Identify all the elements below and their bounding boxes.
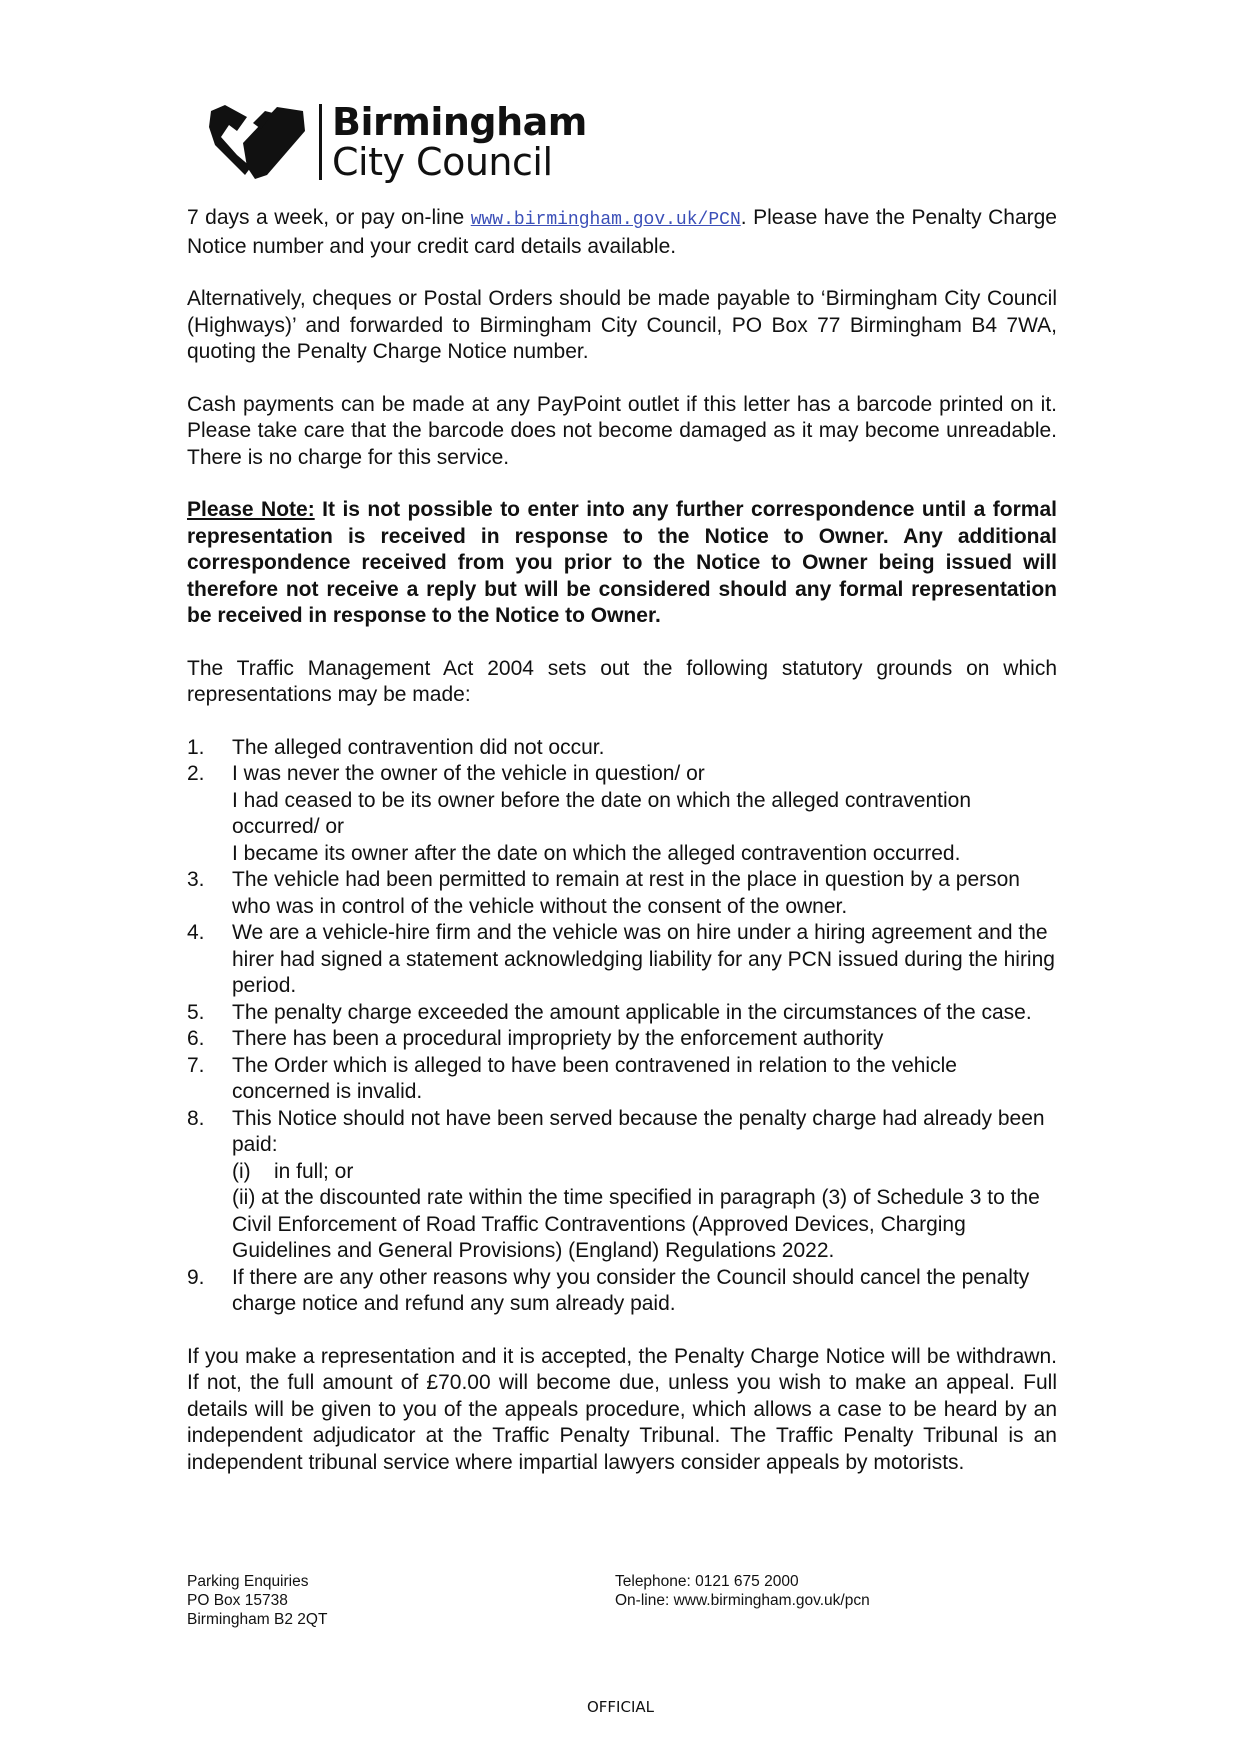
closing-paragraph: If you make a representation and it is accepted, the Penalty Charge Notice will be withdrawn. If not, the full amount of £70.00 will become due, unless you wish to make an appeal. Full details will be given to you of the appeals procedure, which allows a case to be heard by an independent adjudicator at the Traffic Penalty Tribunal. The Traffic Penalty Tribunal is an independent tribunal service where impartial lawyers consider appeals by motorists.	[187, 1344, 1057, 1474]
footer-address: Parking Enquiries PO Box 15738 Birmingham B2 2QT	[187, 1573, 328, 1628]
list-item: 1. The alleged contravention did not occur.	[187, 735, 605, 759]
statutory-grounds-list	[187, 735, 1057, 1318]
list-item: 9. If there are any other reasons why you consider the Council should cancel the penalty charge notice and refund any sum already paid.	[187, 1265, 1030, 1315]
letter-footer	[187, 1572, 927, 1629]
list-item: 6. There has been a procedural impropriety by the enforcement authority	[187, 1027, 884, 1050]
please-note-paragraph: Please Note: It is not possible to enter into any further correspondence until a formal representation is received in response to the Notice to Owner. Any additional correspondence received from you prior to the Notice to Owner being issued will therefore not receive a reply but will be considered should any formal representation be received in response to the Notice to Owner.	[187, 498, 1057, 627]
list-item: 4. We are a vehicle-hire firm and the vehicle was on hire under a hiring agreement and the hirer had signed a statement acknowledging liability for any PCN issued during the hiring period.	[187, 921, 1055, 997]
list-item: 7. The Order which is alleged to have been contravened in relation to the vehicle concerned is invalid.	[187, 1053, 957, 1103]
council-logo	[207, 101, 587, 183]
list-item: 5. The penalty charge exceeded the amount applicable in the circumstances of the case.	[187, 1000, 1032, 1024]
footer-online: On-line: www.birmingham.gov.uk/pcn	[615, 1592, 870, 1609]
footer-telephone: Telephone: 0121 675 2000	[615, 1573, 799, 1590]
logo-line1: Birmingham	[332, 100, 587, 144]
cheque-payment-paragraph: Alternatively, cheques or Postal Orders should be made payable to ‘Birmingham City Council (Highways)’ and forwarded to Birmingham City Council, PO Box 77 Birmingham B4 7WA, quoting the Penalty Charge Notice number.	[187, 287, 1057, 363]
please-note-label: Please Note:	[187, 498, 315, 521]
footer-contact	[615, 1572, 870, 1629]
cash-payment-paragraph: Cash payments can be made at any PayPoint outlet if this letter has a barcode printed on it. Please take care that the barcode does not become damaged as it may become unreadable. There is no charge for this service.	[187, 392, 1057, 469]
logo-line2: City Council	[332, 140, 553, 184]
logo-text	[332, 100, 587, 184]
heart-logo-icon	[207, 101, 307, 183]
list-item: 3. The vehicle had been permitted to remain at rest in the place in question by a person who was in control of the vehicle without the consent of the owner.	[187, 868, 1020, 918]
list-item: 2. I was never the owner of the vehicle in question/ or I had ceased to be its owner before the date on which the alleged contravention occurred/ or I became its owner after the date on which the alleged contravention occurred.	[187, 762, 971, 865]
list-item: 8. This Notice should not have been served because the penalty charge had already been paid: (i) in full; or (ii) at the discounted rate within the time specified in paragraph (3) of Schedule 3 to the Civil Enforcement of Road Traffic Contraventions (Approved Devices, Charging Guidelines and General Provisions) (England) Regulations 2022.	[187, 1106, 1045, 1262]
logo-divider	[319, 104, 322, 180]
classification-label: OFFICIAL	[586, 1698, 654, 1716]
letter-body	[187, 205, 1057, 1502]
payment-online-paragraph: 7 days a week, or pay on-line www.birmingham.gov.uk/PCN. Please have the Penalty Charge Notice number and your credit card details available.	[187, 206, 1057, 258]
pcn-payment-link[interactable]: www.birmingham.gov.uk/PCN	[470, 210, 741, 230]
grounds-intro: The Traffic Management Act 2004 sets out the following statutory grounds on which representations may be made:	[187, 656, 1057, 706]
